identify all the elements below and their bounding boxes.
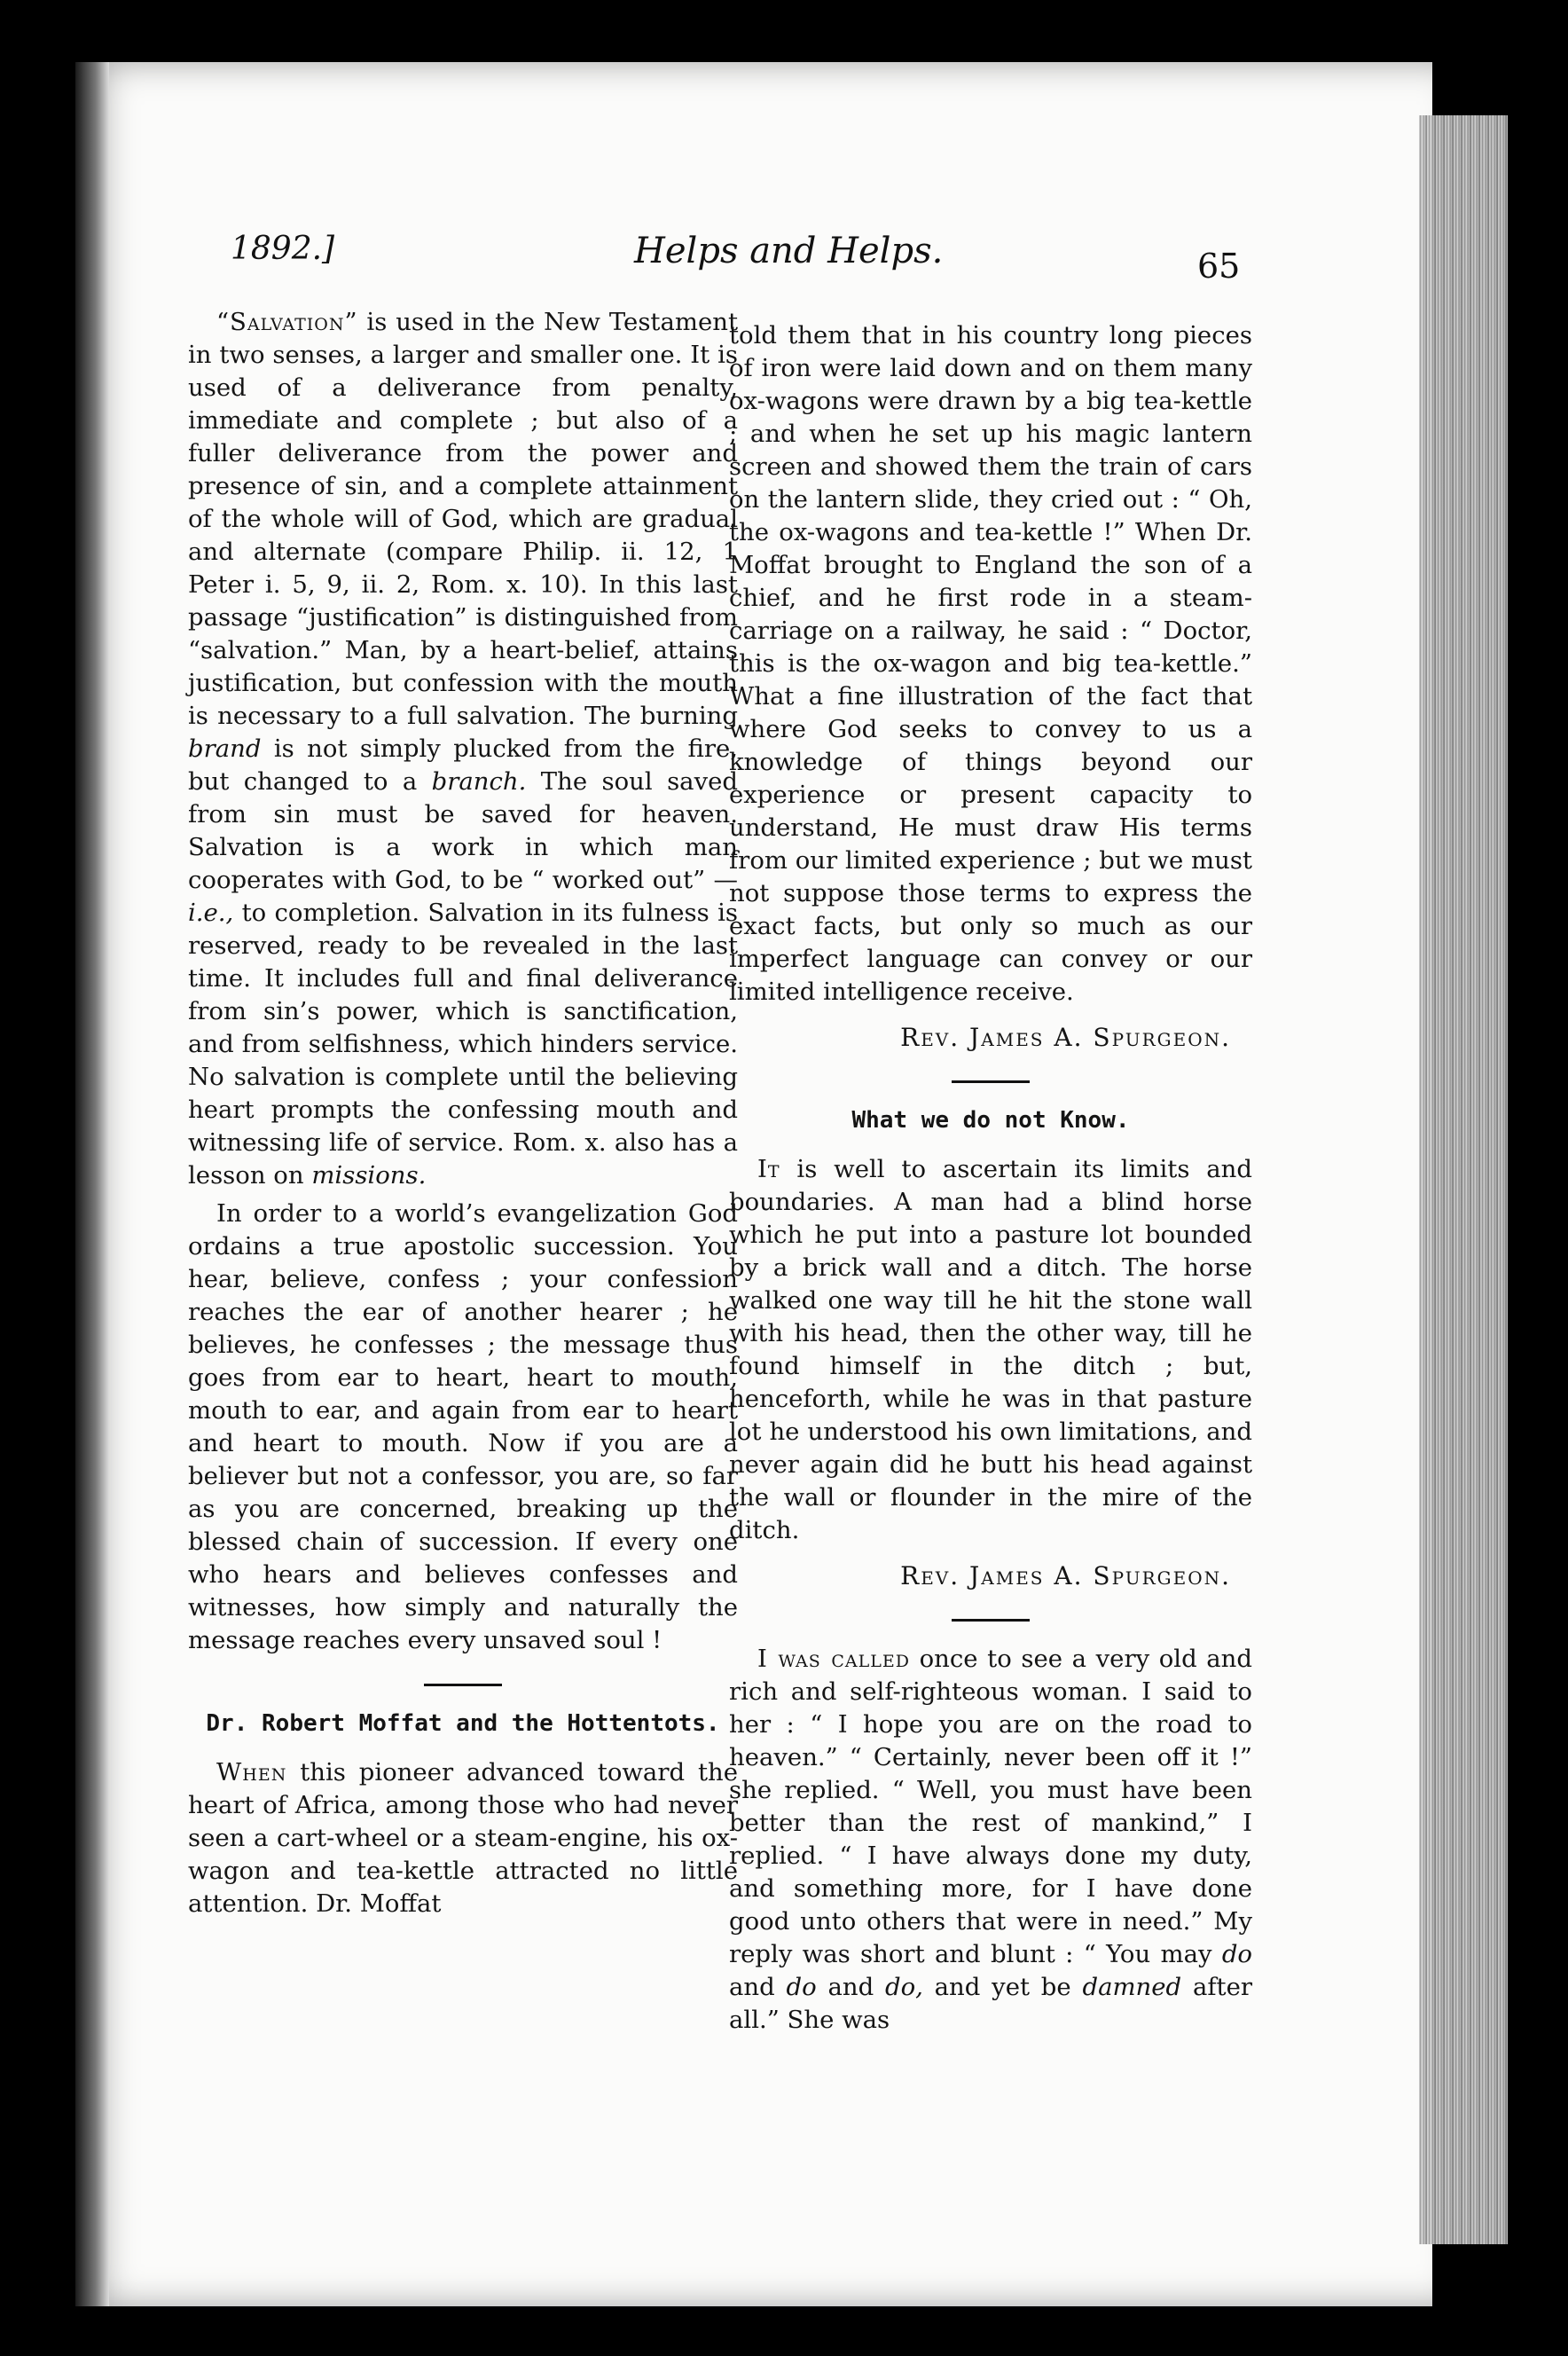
italic-branch: branch. bbox=[431, 767, 527, 796]
header-year: 1892.] bbox=[231, 231, 335, 267]
background-edge bbox=[1508, 80, 1568, 2280]
right-column bbox=[729, 319, 1252, 2037]
heading-what-we-do-not-know: What we do not Know. bbox=[851, 1107, 1130, 1134]
running-header bbox=[231, 231, 1250, 284]
paragraph-moffat: When this pioneer advanced toward the heart of Africa, among those who had never seen a cart-wheel or a steam-engine, his ox-wagon and tea-kettle attracted no little attention. Dr. Moffat bbox=[188, 1758, 738, 1918]
section-rule bbox=[952, 1619, 1030, 1622]
section-rule bbox=[952, 1080, 1030, 1083]
paragraph-moffat-cont: told them that in his country long pieces of iron were laid down and on them many ox-wagons were drawn by a big tea-kettle ; and when he set up his magic lantern screen and showed them the train of cars on the lantern slide, they cried out : “ Oh, the ox-wagons and tea-kettle !” When Dr. Moffat brought to England the son of a chief, and he first rode in a steam-carriage on a railway, he said : “ Doctor, this is the ox-wagon and big tea-kettle.” What a fine illustration of the fact that where God seeks to convey to us a knowledge of things beyond our experience or present capacity to understand, He must draw His terms from our limited experience ; but we must not suppose those terms to express the exact facts, but only so much as our imperfect language can convey or our limited intelligence receive. bbox=[729, 321, 1252, 1006]
binding-gutter bbox=[75, 62, 109, 2306]
paragraph-evangelization: In order to a world’s evangelization God ordains a true apostolic succession. You hear, believe, confess ; your confession reaches the ear of another hearer ; he believes, he confesses ; the message thus goes from ear to heart, heart to mouth, mouth to ear, and again from ear to heart and heart to mouth. Now if you are a believer but not a confessor, you are, so far as you are concerned, breaking up the blessed chain of succession. If every one who hears and believes confesses and witnesses, how simply and naturally the message reaches every unsaved soul ! bbox=[188, 1199, 738, 1654]
italic-damned: damned bbox=[1082, 1973, 1182, 2001]
italic-brand: brand bbox=[188, 734, 262, 763]
paragraph-blind-horse: It is well to ascertain its limits and boundaries. A man had a blind horse which he put into a pasture lot bounded by a brick wall and a ditch. The horse walked one way till he hit the stone wall with his head, then the other way, till he found himself in the ditch ; but, henceforth, while he was in that pasture lot he understood his own limitations, and never again did he butt his head against the wall or flounder in the mire of the ditch. bbox=[729, 1155, 1252, 1544]
heading-moffat: Dr. Robert Moffat and the Hottentots. bbox=[206, 1710, 720, 1737]
lead-word: “Salvation” bbox=[216, 308, 358, 336]
signature-2: Rev. James A. Spurgeon. bbox=[900, 1561, 1231, 1590]
section-rule bbox=[424, 1684, 502, 1686]
left-column bbox=[188, 306, 738, 1920]
paragraph-old-woman: I was called once to see a very old and rich and self-righteous woman. I said to her : “ I hope you are on the road to heaven.” “ Certainly, never been off it !” she replied. “ Well, you must have been better than the rest of mankind,” I replied. “ I have always done my duty, and something more, for I have done good unto others that were in need.” My reply was short and blunt : “ You may do and do and do, and yet be damned after all.” She was bbox=[729, 1645, 1252, 2034]
paragraph-salvation: “Salvation” is used in the New Testament in two senses, a larger and smaller one. It is used of a deliverance from penalty, immediate and complete ; but also of a fuller deliverance from the power and presence of sin, and a complete attainment of the whole will of God, which are gradual and alternate (compare Philip. ii. 12, 1 Peter i. 5, 9, ii. 2, Rom. x. 10). In this last passage “justification” is distinguished from “salvation.” Man, by a heart-belief, attains justification, but confession with the mouth is necessary to a full salvation. The burning brand is not simply plucked from the fire, but changed to a branch. The soul saved from sin must be saved for heaven. Salvation is a work in which man cooperates with God, to be “ worked out” —i.e., to completion. Salvation in its fulness is reserved, ready to be revealed in the last time. It includes full and final deliverance from sin’s power, which is sanctification, and from selfishness, which hinders service. No salvation is complete until the believing heart prompts the confessing mouth and witnessing life of service. Rom. x. also has a lesson on missions. bbox=[188, 308, 738, 1190]
page-number: 65 bbox=[1197, 247, 1241, 286]
italic-ie: i.e., bbox=[188, 899, 234, 927]
lead-word: When bbox=[216, 1758, 287, 1787]
signature-1: Rev. James A. Spurgeon. bbox=[900, 1023, 1231, 1052]
header-title: Helps and Helps. bbox=[634, 231, 944, 271]
lead-word: I was called bbox=[757, 1645, 910, 1673]
italic-missions: missions. bbox=[311, 1161, 427, 1190]
lead-word: It bbox=[757, 1155, 780, 1183]
